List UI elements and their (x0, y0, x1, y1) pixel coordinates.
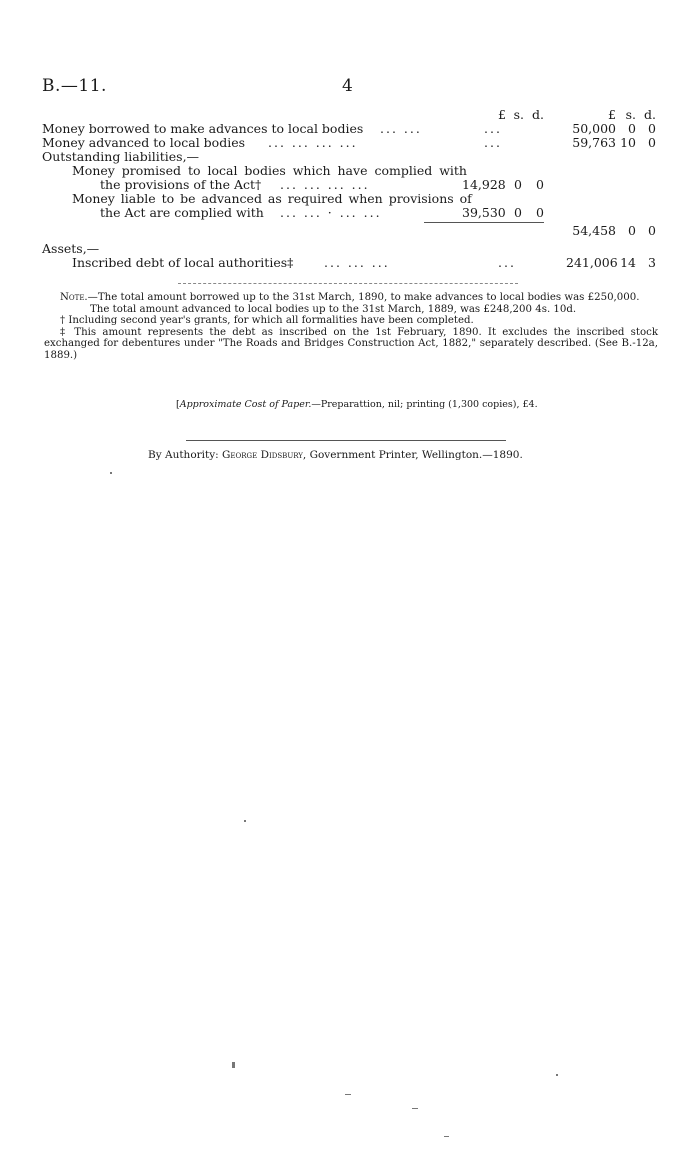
subtotal-shillings: 0 (628, 223, 636, 238)
amount-pounds: 39,530 (462, 205, 506, 220)
amount-pounds: 14,928 (462, 177, 506, 192)
note-heading: Note. (60, 292, 88, 303)
row-label: Money liable to be advanced as required when provisions of (72, 191, 472, 206)
scan-speck (412, 1108, 418, 1109)
table-row (42, 164, 656, 178)
scan-speck (345, 1094, 351, 1095)
amount-pounds: 50,000 (572, 121, 616, 136)
amount-pence: 0 (536, 205, 544, 220)
cost-of-paper: [Approximate Cost of Paper.—Preparattion, nil; printing (1,300 copies), £4. (176, 399, 538, 410)
amount-pence: 0 (648, 121, 656, 136)
subtotal-pounds: 54,458 (572, 223, 616, 238)
cost-label: Approximate Cost of Paper. (179, 399, 312, 410)
column-headers (42, 108, 656, 122)
amount-pounds: 241,006 (566, 255, 618, 270)
leader-dots: ... ... ... ... (280, 177, 370, 192)
note-2: The total amount advanced to local bodies up to the 31st March, 1889, was £248,200 4s. 10d. (90, 303, 577, 315)
amount-pence: 3 (648, 255, 656, 270)
amount-shillings: 10 (620, 135, 636, 150)
cost-text: —Preparattion, nil; printing (1,300 copies), £4. (311, 399, 538, 410)
col-header-pounds-2: £ (608, 107, 616, 122)
table-row (42, 178, 656, 192)
col-header-pounds-1: £ (498, 107, 506, 122)
row-label: the Act are complied with (100, 205, 264, 220)
footnotes (44, 292, 658, 362)
table-row (42, 256, 656, 270)
scan-speck (232, 1062, 235, 1068)
col-header-pence-2: d. (644, 107, 656, 122)
leader-dots: ... ... ... ... (268, 135, 358, 150)
scan-speck (244, 820, 246, 822)
section-heading: Outstanding liabilities,— (42, 149, 200, 164)
row-label: Inscribed debt of local authorities‡ (72, 255, 294, 270)
table-row (42, 192, 656, 206)
authority-prefix: By Authority: (148, 449, 219, 461)
col-header-shillings-2: s. (625, 107, 636, 122)
document-reference: B.—11. (42, 76, 107, 96)
amount-shillings: 0 (514, 205, 522, 220)
subtotal-rule (424, 222, 544, 223)
amount-shillings: 0 (628, 121, 636, 136)
amount-shillings: 0 (514, 177, 522, 192)
row-label: Money borrowed to make advances to local bodies (42, 121, 364, 136)
amount-pounds: 59,763 (572, 135, 616, 150)
leader-dots: ... ... · ... ... (280, 205, 382, 220)
leader-dots: ... ... ... (324, 255, 390, 270)
scan-speck (110, 472, 112, 474)
leader-dots: ... (484, 121, 502, 136)
subtotal-pence: 0 (648, 223, 656, 238)
subtotal-row (42, 224, 656, 238)
table-row (42, 206, 656, 220)
leader-dots: ... ... (380, 121, 422, 136)
footnote-double-dagger: ‡ This amount represents the debt as inscribed on the 1st February, 1890. It excludes the inscribed stock exchanged for debentures under "The Roads and Bridges Construction Act, 1882," separately described. (See B.-12a, 1889.) (44, 326, 658, 361)
col-header-shillings-1: s. (513, 107, 524, 122)
note-1-text: —The total amount borrowed up to the 31st March, 1890, to make advances to local bodies was £250,000. (87, 292, 640, 303)
section-heading-row (42, 242, 656, 256)
printer-authority (148, 449, 523, 461)
amount-pence: 0 (536, 177, 544, 192)
note-1 (44, 292, 658, 304)
leader-dots: ... (498, 255, 516, 270)
amount-pence: 0 (648, 135, 656, 150)
section-divider (178, 283, 518, 284)
leader-dots: ... (484, 135, 502, 150)
col-header-pence-1: d. (532, 107, 544, 122)
footnote-dagger: † Including second year's grants, for which all formalities have been completed. (60, 315, 474, 327)
authority-rule (186, 440, 506, 441)
table-row (42, 122, 656, 136)
page-number: 4 (342, 76, 353, 96)
scan-speck (444, 1136, 449, 1137)
row-label: the provisions of the Act† (100, 177, 262, 192)
financial-statement (42, 108, 656, 270)
table-row (42, 136, 656, 150)
scan-speck (556, 1074, 558, 1076)
row-label: Money promised to local bodies which have complied with (72, 163, 467, 178)
section-heading-row (42, 150, 656, 164)
amount-shillings: 14 (620, 255, 636, 270)
row-label: Money advanced to local bodies (42, 135, 246, 150)
printer-name: George Didsbury (222, 449, 303, 461)
section-heading: Assets,— (42, 241, 100, 256)
authority-suffix: , Government Printer, Wellington.—1890. (302, 449, 523, 461)
